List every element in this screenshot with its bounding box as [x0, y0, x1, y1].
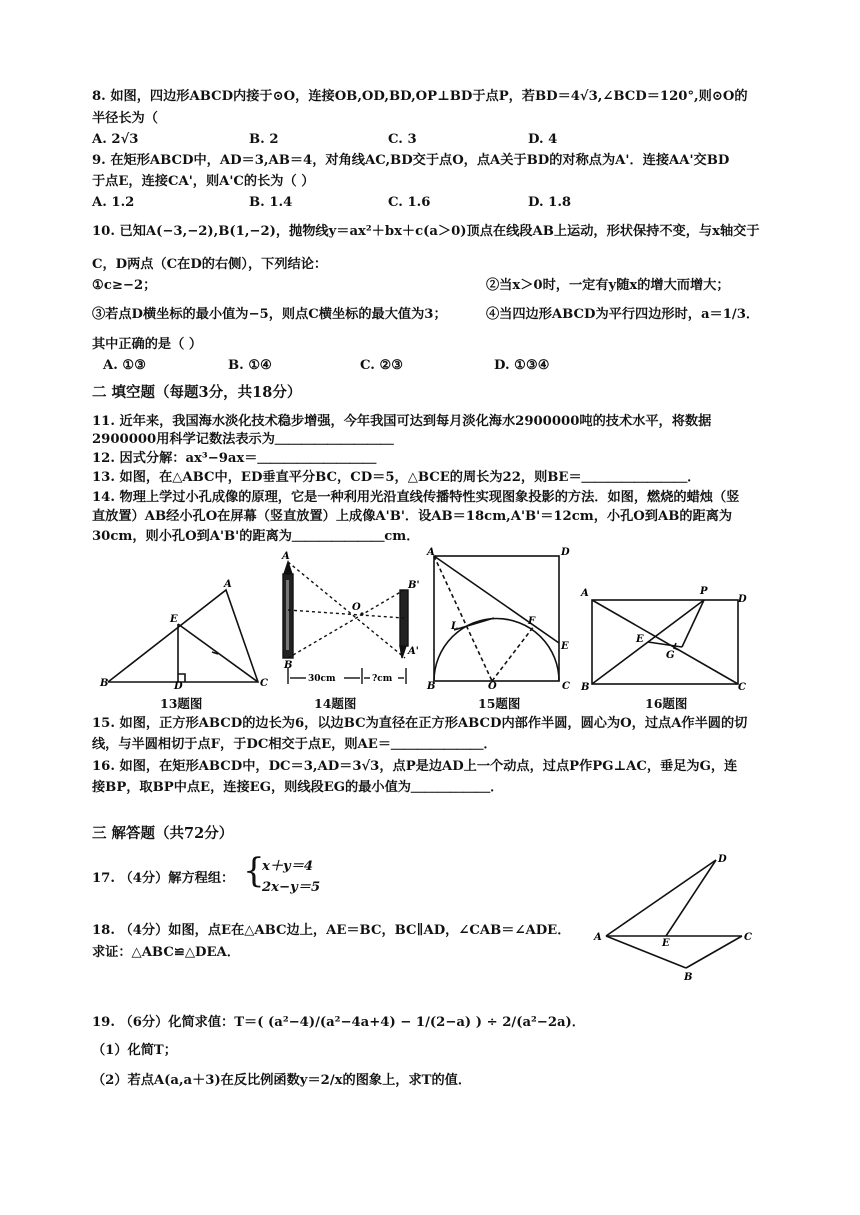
- q17-equation-1: x＋y＝4: [262, 859, 314, 874]
- q19-text: 19. （6分）化简求值：T＝( (a²−4)/(a²−4a+4) − 1/(2−a) ) ÷ 2/(a²−2a)．: [92, 1015, 585, 1030]
- svg-text:F: F: [528, 616, 536, 627]
- svg-text:D: D: [738, 594, 747, 605]
- svg-text:A: A: [581, 588, 589, 599]
- q15-line1: 15. 如图，正方形ABCD的边长为6，以边BC为直径在正方形ABCD内部作半圆，圆心为O，过点A作半圆的切: [92, 716, 748, 731]
- fig14-unknown-label: ?cm: [372, 674, 393, 684]
- figure-13: [98, 578, 268, 690]
- svg-text:E: E: [561, 641, 569, 652]
- q14-line3: 30cm，则小孔O到A'B'的距离为＿＿＿＿＿＿＿cm．: [92, 529, 420, 544]
- svg-text:B: B: [284, 660, 293, 671]
- q8-line1: 8. 如图，四边形ABCD内接于⊙O，连接OB,OD,BD,OP⊥BD于点P，若BD＝4√3,∠BCD＝120°,则⊙O的: [92, 89, 748, 104]
- svg-text:E: E: [662, 938, 670, 949]
- svg-text:C: C: [738, 682, 746, 690]
- q12: 12. 因式分解：ax³−9ax＝＿＿＿＿＿＿＿＿＿: [92, 451, 377, 466]
- q14-line2: 直放置）AB经小孔O在屏幕（竖直放置）上成像A'B'．设AB＝18cm,A'B'＝12cm，小孔O到AB的距离为: [92, 509, 733, 524]
- q10-conclusion-2: ②当x＞0时，一定有y随x的增大而增大；: [486, 278, 730, 293]
- svg-text:L: L: [451, 621, 459, 632]
- q13: 13. 如图，在△ABC中，ED垂直平分BC，CD＝5，△BCE的周长为22，则BE＝＿＿＿＿＿＿＿＿．: [92, 470, 701, 485]
- q10-conclusion-3: ③若点D横坐标的最小值为−5，则点C横坐标的最大值为3；: [92, 307, 447, 322]
- svg-text:D: D: [718, 854, 727, 865]
- figure-16: [578, 580, 748, 690]
- svg-text:B: B: [684, 972, 693, 983]
- svg-text:C: C: [260, 678, 268, 689]
- q9-option-d: D. 1.8: [528, 195, 572, 210]
- svg-text:D: D: [561, 547, 570, 558]
- q17-equation-2: 2x−y＝5: [262, 880, 321, 895]
- q10-option-d: D. ①③④: [494, 358, 550, 373]
- q16-line2: 接BP，取BP中点E，连接EG，则线段EG的最小值为＿＿＿＿＿＿．: [92, 780, 504, 795]
- q10-conclusion-4: ④当四边形ABCD为平行四边形时，a＝1/3．: [486, 307, 760, 322]
- q10-line3: 其中正确的是（ ）: [92, 337, 203, 352]
- svg-text:E: E: [170, 614, 178, 625]
- figure-15: [424, 546, 574, 691]
- q9-option-b: B. 1.4: [249, 195, 293, 210]
- svg-text:O: O: [488, 681, 497, 691]
- q19-part-1: （1）化简T；: [92, 1043, 177, 1058]
- q10-option-a: A. ①③: [103, 358, 147, 373]
- q11-line1: 11. 近年来，我国海水淡化技术稳步增强，今年我国可达到每月淡化海水2900000吨的技术水平，将数据: [92, 414, 712, 429]
- figure-18: [592, 852, 760, 984]
- q8-option-c: C. 3: [388, 132, 417, 147]
- q18-line1: 18. （4分）如图，点E在△ABC边上，AE＝BC，BC∥AD，∠CAB＝∠ADE．: [92, 923, 571, 938]
- svg-text:B': B': [408, 580, 420, 591]
- svg-text:B: B: [100, 678, 109, 689]
- q9-line1: 9. 在矩形ABCD中，AD＝3,AB＝4，对角线AC,BD交于点O，点A关于BD的对称点为A'．连接AA'交BD: [92, 153, 730, 168]
- q8-option-b: B. 2: [249, 132, 279, 147]
- q11-line2: 2900000用科学记数法表示为＿＿＿＿＿＿＿＿＿: [92, 432, 394, 447]
- q10-option-b: B. ①④: [228, 358, 272, 373]
- svg-text:A: A: [282, 551, 290, 562]
- q9-option-c: C. 1.6: [388, 195, 431, 210]
- svg-text:A': A': [408, 646, 419, 657]
- svg-text:A: A: [594, 932, 602, 943]
- caption-figure-14: 14题图: [314, 696, 357, 711]
- q10-option-c: C. ②③: [360, 358, 404, 373]
- q17-text: 17. （4分）解方程组：: [92, 871, 235, 886]
- svg-text:G: G: [666, 650, 675, 661]
- svg-text:E: E: [636, 634, 644, 645]
- q9-line2: 于点E，连接CA'，则A'C的长为（ ）: [92, 174, 315, 189]
- svg-text:C: C: [744, 932, 752, 943]
- q14-line1: 14. 物理上学过小孔成像的原理，它是一种利用光沿直线传播特性实现图象投影的方法．如图，燃烧的蜡烛（竖: [92, 490, 740, 505]
- caption-figure-13: 13题图: [160, 696, 203, 711]
- q15-line2: 线，与半圆相切于点F，于DC相交于点E，则AE＝＿＿＿＿＿＿＿．: [92, 737, 497, 752]
- svg-text:O: O: [352, 602, 361, 613]
- svg-text:A: A: [427, 547, 435, 558]
- svg-text:A: A: [224, 579, 232, 590]
- q8-option-d: D. 4: [528, 132, 558, 147]
- q9-option-a: A. 1.2: [92, 195, 135, 210]
- q8-line2: 半径长为（: [92, 111, 158, 126]
- svg-text:B: B: [581, 682, 590, 690]
- q10-line2: C，D两点（C在D的右侧），下列结论：: [92, 257, 328, 272]
- section-2-heading: 二 填空题（每题3分，共18分）: [92, 384, 302, 401]
- caption-figure-15: 15题图: [478, 696, 521, 711]
- q18-line2: 求证：△ABC≌△DEA．: [92, 945, 240, 960]
- svg-text:P: P: [700, 586, 708, 597]
- q19-part-2: （2）若点A(a,a＋3)在反比例函数y＝2/x的图象上，求T的值．: [92, 1073, 472, 1088]
- svg-text:B: B: [427, 681, 436, 691]
- q8-option-a: A. 2√3: [92, 132, 139, 147]
- q17-brace: {: [243, 851, 265, 891]
- figure-14: [276, 550, 424, 695]
- q10-line1: 10. 已知A(−3,−2),B(1,−2)，抛物线y＝ax²＋bx＋c(a＞0)顶点在线段AB上运动，形状保持不变，与x轴交于: [92, 224, 760, 239]
- svg-text:C: C: [562, 681, 570, 691]
- svg-text:D: D: [174, 681, 183, 690]
- caption-figure-16: 16题图: [645, 696, 688, 711]
- section-3-heading: 三 解答题（共72分）: [92, 825, 234, 842]
- q10-conclusion-1: ①c≥−2；: [92, 278, 157, 293]
- fig14-distance-label: 30cm: [308, 674, 336, 684]
- q16-line1: 16. 如图，在矩形ABCD中，DC＝3,AD＝3√3，点P是边AD上一个动点，过点P作PG⊥AC，垂足为G，连: [92, 759, 738, 774]
